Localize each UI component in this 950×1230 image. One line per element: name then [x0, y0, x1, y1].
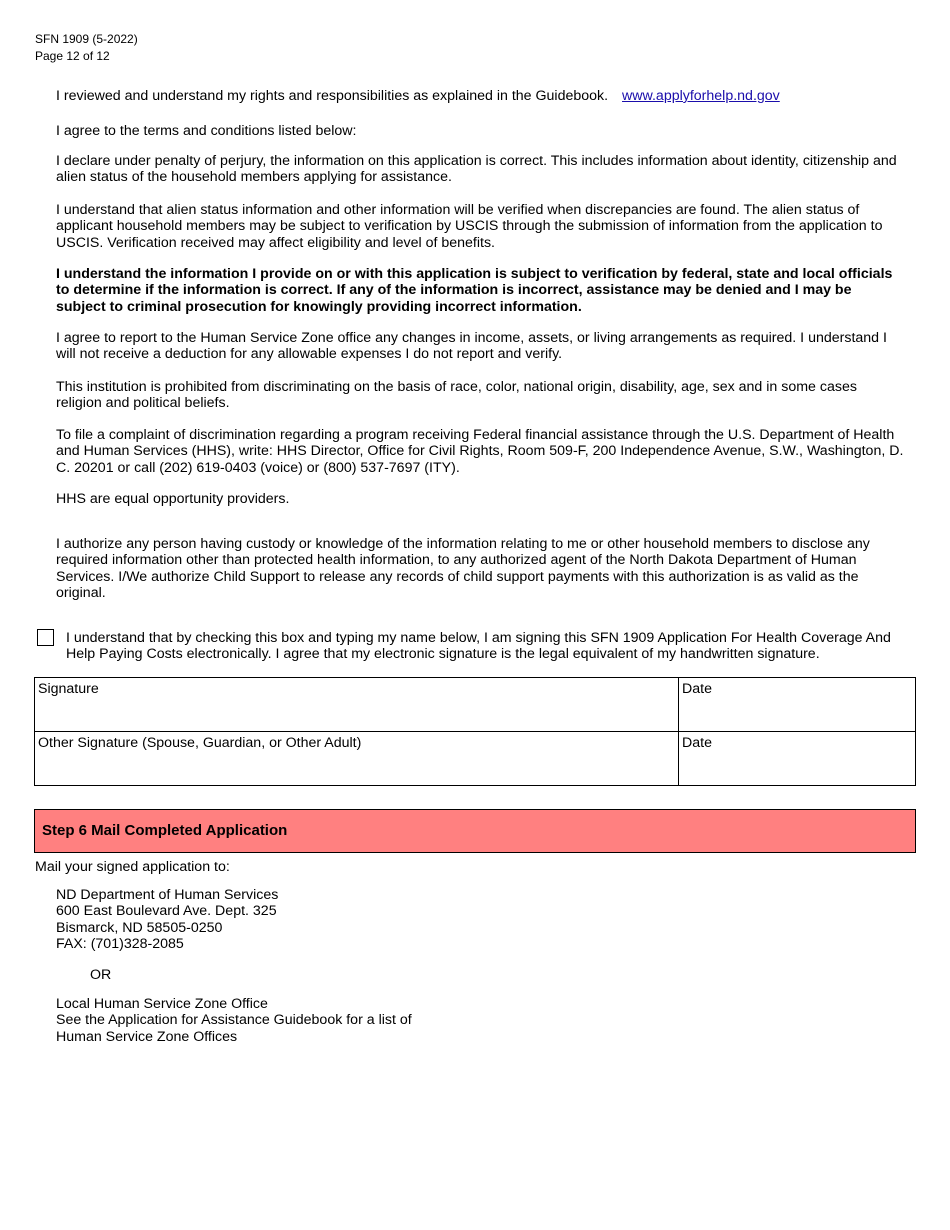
step6-banner: Step 6 Mail Completed Application [34, 809, 916, 853]
alien-status-paragraph: I understand that alien status information and other information will be verified when discrepancies are found. The alien status of applicant household members may be subject to verification by USCIS through the submission of information from the application to USCIS. Verification received may affect eligibility and level of benefits. [56, 202, 883, 251]
address-line: Bismarck, ND 58505-0250 [56, 919, 223, 936]
signature-table [34, 677, 916, 786]
mail-intro: Mail your signed application to: [35, 859, 230, 875]
signature-date-field[interactable] [679, 678, 916, 732]
page-number: Page 12 of 12 [35, 49, 110, 63]
date-label: Date [682, 735, 712, 751]
agree-paragraph: I agree to the terms and conditions listed below: [56, 123, 357, 139]
equal-opportunity-paragraph: HHS are equal opportunity providers. [56, 491, 290, 507]
or-divider: OR [90, 967, 112, 983]
guidebook-link[interactable]: www.applyforhelp.nd.gov [622, 88, 780, 104]
other-signature-label: Other Signature (Spouse, Guardian, or Other Adult) [38, 735, 362, 751]
verification-paragraph: I understand the information I provide on or with this application is subject to verification by federal, state and local officials to determine if the information is correct. If any of the information is incorrect, assistance may be denied and I may be subject to criminal prosecution for knowingly providing incorrect information. [56, 266, 893, 315]
signature-field[interactable] [35, 678, 679, 732]
date-label: Date [682, 681, 712, 697]
rights-text: I reviewed and understand my rights and responsibilities as explained in the Guidebook. [56, 88, 609, 104]
other-signature-date-field[interactable] [679, 732, 916, 786]
address-line: ND Department of Human Services [56, 887, 279, 903]
local-office-line: See the Application for Assistance Guidebook for a list of [56, 1012, 412, 1029]
report-changes-paragraph: I agree to report to the Human Service Zone office any changes in income, assets, or living arrangements as required. I understand I will not receive a deduction for any allowable expenses I do not report and verify. [56, 330, 887, 363]
rights-line [56, 88, 904, 104]
local-office-line: Local Human Service Zone Office [56, 996, 268, 1012]
complaint-paragraph: To file a complaint of discrimination regarding a program receiving Federal financial assistance through the U.S. Department of Health and Human Services (HHS), write: HHS Director, Office for Civil Rights, Room 509-F, 200 Independence Avenue, S.W., Washington, D. C. 20201 or call (202) 619-0403 (voice) or (800) 537-7697 (ITY). [56, 427, 904, 476]
signature-label: Signature [38, 681, 99, 697]
other-signature-field[interactable] [35, 732, 679, 786]
nondiscrimination-paragraph: This institution is prohibited from discriminating on the basis of race, color, national origin, disability, age, sex and in some cases religion and political beliefs. [56, 379, 857, 412]
authorization-paragraph: I authorize any person having custody or knowledge of the information relating to me or other household members to disclose any required information other than protected health information, to any authorized agent of the North Dakota Department of Human Services. I/We authorize Child Support to release any records of child support payments with this authorization is as valid as the original. [56, 536, 870, 601]
esign-checkbox[interactable] [37, 629, 54, 646]
form-number: SFN 1909 (5-2022) [35, 32, 138, 46]
address-line: 600 East Boulevard Ave. Dept. 325 [56, 903, 277, 920]
signature-row [35, 678, 916, 732]
local-office-line: Human Service Zone Offices [56, 1028, 238, 1045]
esign-label: I understand that by checking this box and typing my name below, I am signing this SFN 1909 Application For Health Coverage And Help Paying Costs electronically. I agree that my electronic signature is the legal equivalent of my handwritten signature. [66, 630, 891, 663]
other-signature-row [35, 732, 916, 786]
mailing-address [56, 887, 278, 952]
fax-line: FAX: (701)328-2085 [56, 935, 184, 952]
perjury-paragraph: I declare under penalty of perjury, the information on this application is correct. This includes information about identity, citizenship and alien status of the household members applying for assistance. [56, 153, 897, 186]
local-office-info [56, 996, 412, 1045]
